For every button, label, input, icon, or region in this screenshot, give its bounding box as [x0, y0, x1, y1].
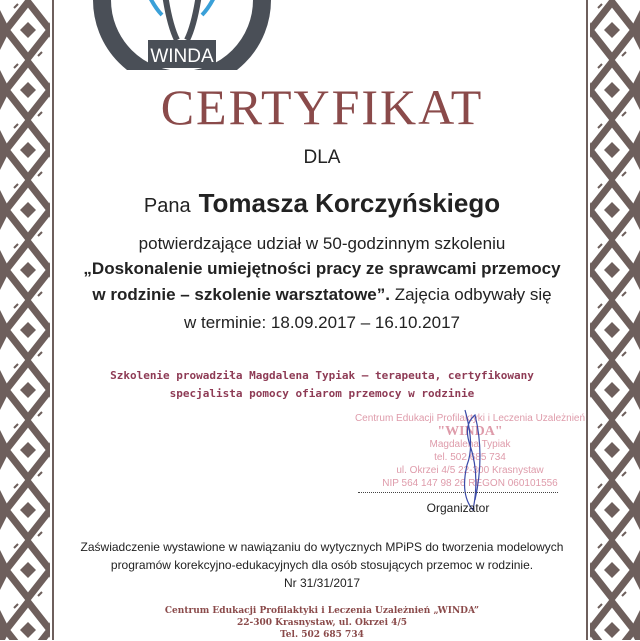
footer-line: Centrum Edukacji Profilaktyki i Leczenia Uzależnień „WINDA”	[164, 606, 480, 616]
decorative-border-right	[584, 0, 640, 640]
footer-line: 22-300 Krasnystaw, ul. Okrzei 4/5	[237, 618, 407, 628]
certificate-number: Nr 31/31/2017	[283, 576, 361, 590]
confirmation-text: potwierdzające udział w 50-godzinnym szkoleniu	[138, 234, 506, 253]
stamp-line: tel. 502 685 734	[434, 452, 506, 463]
organizer-label: Organizator	[426, 501, 490, 515]
course-dates: w terminie: 18.09.2017 – 16.10.2017	[184, 313, 460, 332]
stamp-line: ul. Okrzei 4/5 22-300 Krasnystaw	[396, 465, 544, 476]
signature-line	[358, 492, 558, 493]
trainer-info: Szkolenie prowadziła Magdalena Typiak – terapeuta, certyfikowany specjalista pomocy ofiarom przemocy w rodzinie	[110, 369, 534, 400]
certificate-note	[60, 538, 584, 592]
note-line: Zaświadczenie wystawione w nawiązaniu do wytycznych MPiPS do tworzenia modelowych	[80, 540, 564, 554]
stamp-line: "WINDA"	[437, 424, 503, 439]
recipient-line	[60, 188, 584, 219]
classes-text: Zajęcia odbywały się	[390, 285, 552, 304]
svg-text:WINDA: WINDA	[150, 46, 214, 67]
footer-line: Tel. 502 685 734	[280, 630, 364, 640]
course-title-line2	[60, 285, 584, 305]
recipient-name: Tomasza Korczyńskiego	[198, 188, 501, 218]
winda-logo	[82, 0, 282, 70]
stamp-line: NIP 564 147 98 26 REGON 060101556	[382, 478, 558, 489]
certificate-title: CERTYFIKAT	[160, 79, 484, 135]
note-line: programów korekcyjno-edukacyjnych dla osób stosujących przemoc w rodzinie.	[110, 558, 534, 572]
decorative-border-left	[0, 0, 56, 640]
course-title-end: w rodzinie – szkolenie warsztatowe”.	[92, 285, 390, 304]
stamp-line: Centrum Edukacji Profilaktyki i Leczenia Uzależnień	[354, 413, 586, 424]
course-title-line1: „Doskonalenie umiejętności pracy ze sprawcami przemocy	[83, 259, 561, 278]
stamp-line: Magdalena Typiak	[429, 439, 511, 450]
signature	[445, 405, 495, 515]
footer-address	[60, 605, 584, 641]
for-label: DLA	[303, 147, 341, 168]
salutation: Pana	[143, 195, 191, 217]
